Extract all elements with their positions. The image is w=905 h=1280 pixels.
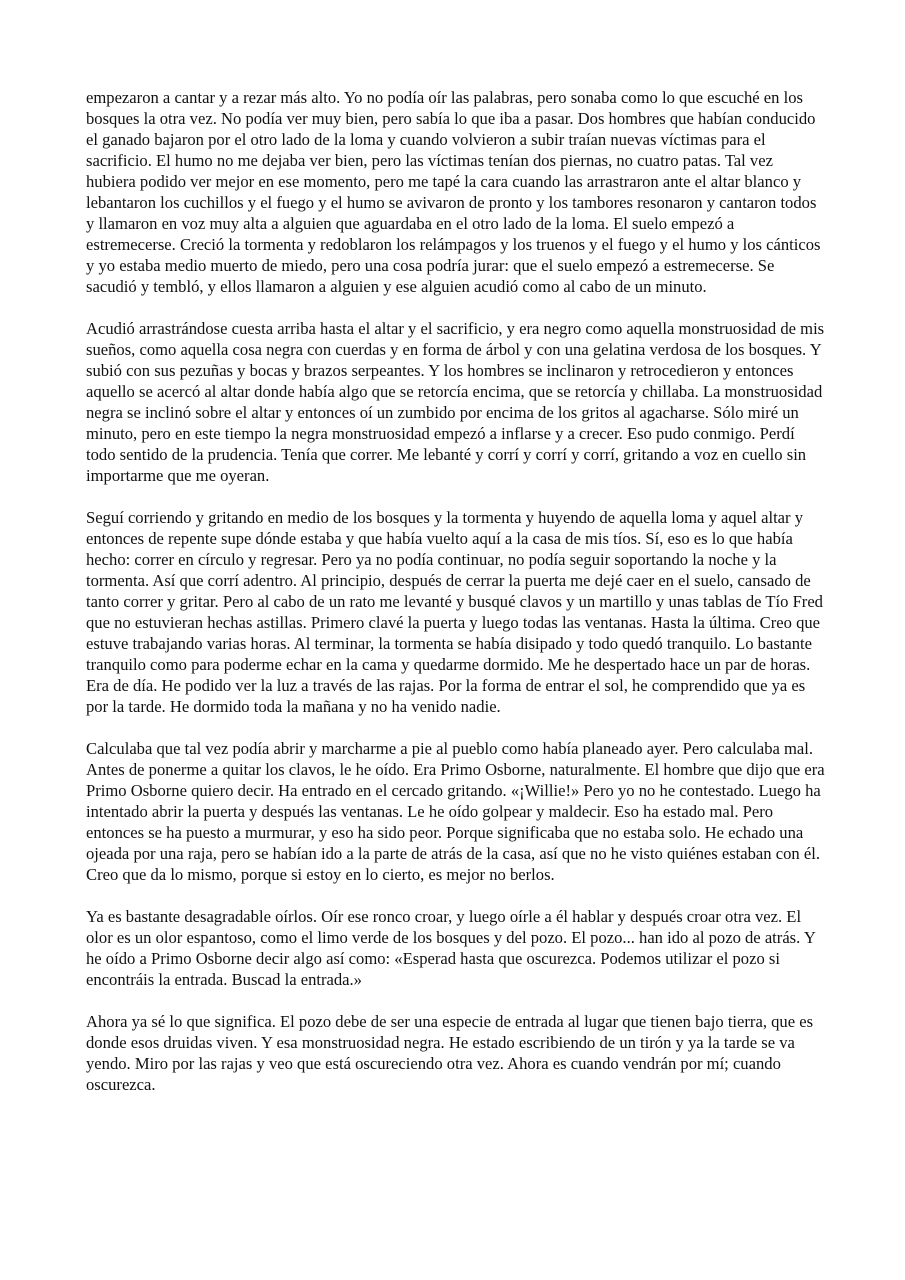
paragraph-4: Calculaba que tal vez podía abrir y marcharme a pie al pueblo como había planeado ayer. Pero calculaba mal. Antes de ponerme a quitar los clavos, le he oído. Era Primo Osborne, naturalmente. El hombre que dijo que era Primo Osborne quiero decir. Ha entrado en el cercado gritando. «¡Willie!» Pero yo no he contestado. Luego ha intentado abrir la puerta y después las ventanas. Le he oído golpear y maldecir. Eso ha estado mal. Pero entonces se ha puesto a murmurar, y eso ha sido peor. Porque significaba que no estaba solo. He echado una ojeada por una raja, pero se habían ido a la parte de atrás de la casa, así que no he visto quiénes estaban con él. Creo que da lo mismo, porque si estoy en lo cierto, es mejor no berlos.	[86, 739, 825, 884]
paragraph-6: Ahora ya sé lo que significa. El pozo debe de ser una especie de entrada al lugar que tienen bajo tierra, que es donde esos druidas viven. Y esa monstruosidad negra. He estado escribiendo de un tirón y ya la tarde se va yendo. Miro por las rajas y veo que está oscureciendo otra vez. Ahora es cuando vendrán por mí; cuando oscurezca.	[86, 1012, 814, 1094]
paragraph-1: empezaron a cantar y a rezar más alto. Yo no podía oír las palabras, pero sonaba como lo que escuché en los bosques la otra vez. No podía ver muy bien, pero sabía lo que iba a pasar. Dos hombres que habían conducido el ganado bajaron por el otro lado de la loma y cuando volvieron a subir traían nuevas víctimas para el sacrificio. El humo no me dejaba ver bien, pero las víctimas tenían dos piernas, no cuatro patas. Tal vez hubiera podido ver mejor en ese momento, pero me tapé la cara cuando las arrastraron ante el altar blanco y lebantaron los cuchillos y el fuego y el humo se avivaron de pronto y los tambores resonaron y cantaron todos y llamaron en voz muy alta a alguien que aguardaba en el otro lado de la loma. El suelo empezó a estremecerse. Creció la tormenta y redoblaron los relámpagos y los truenos y el fuego y el humo y los cánticos y yo estaba medio muerto de miedo, pero una cosa podría jurar: que el suelo empezó a estremecerse. Se sacudió y tembló, y ellos llamaron a alguien y ese alguien acudió como al cabo de un minuto.	[86, 88, 821, 296]
paragraph-2: Acudió arrastrándose cuesta arriba hasta el altar y el sacrificio, y era negro como aquella monstruosidad de mis sueños, como aquella cosa negra con cuerdas y en forma de árbol y con una gelatina verdosa de los bosques. Y subió con sus pezuñas y bocas y brazos serpeantes. Y los hombres se inclinaron y retrocedieron y entonces aquello se acercó al altar donde había algo que se retorcía encima, que se retorcía y chillaba. La monstruosidad negra se inclinó sobre el altar y entonces oí un zumbido por encima de los gritos al agacharse. Sólo miré un minuto, pero en este tiempo la negra monstruosidad empezó a inflarse y a crecer. Eso pudo conmigo. Perdí todo sentido de la prudencia. Tenía que correr. Me lebanté y corrí y corrí y corrí, gritando a voz en cuello sin importarme que me oyeran.	[86, 319, 825, 485]
document-page	[86, 87, 826, 1116]
paragraph-3: Seguí corriendo y gritando en medio de los bosques y la tormenta y huyendo de aquella loma y aquel altar y entonces de repente supe dónde estaba y que había vuelto aquí a la casa de mis tíos. Sí, eso es lo que había hecho: correr en círculo y regresar. Pero ya no podía continuar, no podía seguir soportando la noche y la tormenta. Así que corrí adentro. Al principio, después de cerrar la puerta me dejé caer en el suelo, cansado de tanto correr y gritar. Pero al cabo de un rato me levanté y busqué clavos y un martillo y unas tablas de Tío Fred que no estuvieran hechas astillas. Primero clavé la puerta y luego todas las ventanas. Hasta la última. Creo que estuve trabajando varias horas. Al terminar, la tormenta se había disipado y todo quedó tranquilo. Lo bastante tranquilo como para poderme echar en la cama y quedarme dormido. Me he despertado hace un par de horas. Era de día. He podido ver la luz a través de las rajas. Por la forma de entrar el sol, he comprendido que ya es por la tarde. He dormido toda la mañana y no ha venido nadie.	[86, 508, 823, 716]
paragraph-5: Ya es bastante desagradable oírlos. Oír ese ronco croar, y luego oírle a él hablar y después croar otra vez. El olor es un olor espantoso, como el limo verde de los bosques y del pozo. El pozo... han ido al pozo de atrás. Y he oído a Primo Osborne decir algo así como: «Esperad hasta que oscurezca. Podemos utilizar el pozo si encontráis la entrada. Buscad la entrada.»	[86, 907, 816, 989]
